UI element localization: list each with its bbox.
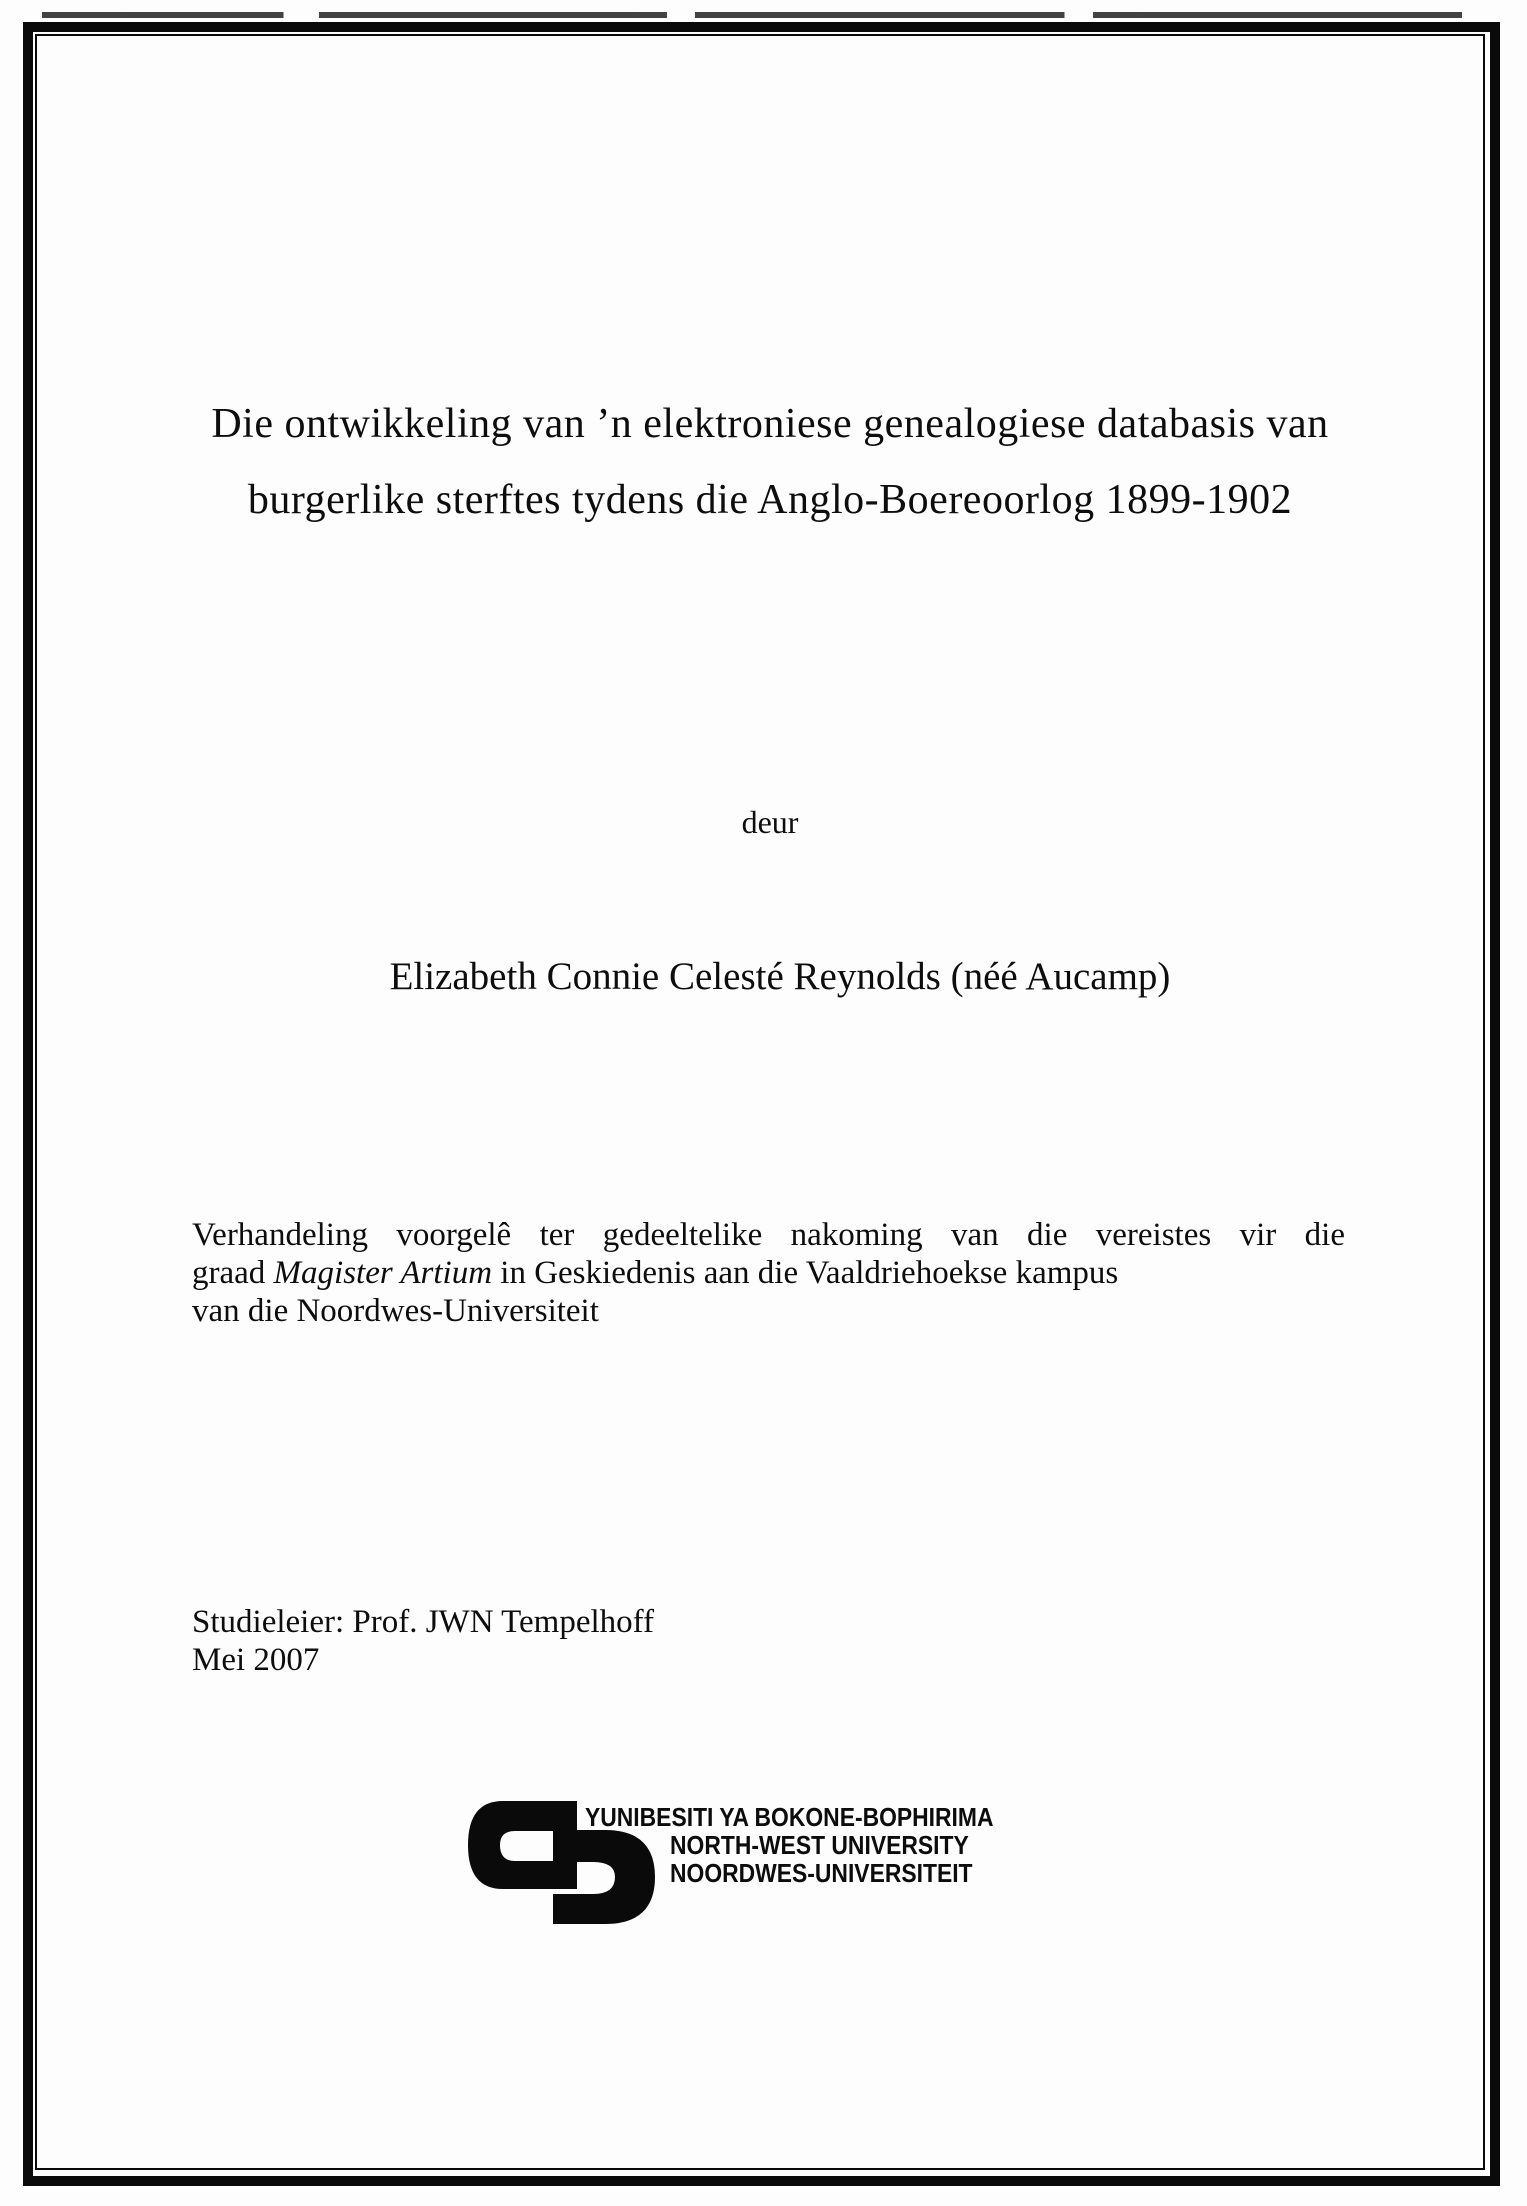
degree-statement-line2-prefix: graad: [192, 1255, 274, 1291]
degree-statement-line2: [192, 1254, 1345, 1292]
supervisor-and-date: [192, 1603, 1092, 1679]
thesis-title: [195, 386, 1345, 538]
degree-statement-line2-suffix: in Geskiedenis aan die Vaaldriehoekse kampus: [492, 1255, 1119, 1291]
university-logo: [455, 1799, 1155, 1939]
logo-line-afrikaans: [670, 1859, 1049, 1887]
supervisor-line: Studieleier: Prof. JWN Tempelhoff: [192, 1604, 655, 1640]
degree-statement-line1: Verhandeling voorgelê ter gedeeltelike nakoming van die vereistes vir die: [192, 1217, 1345, 1253]
university-logo-text: [585, 1803, 1049, 1887]
degree-statement: [192, 1216, 1345, 1330]
logo-line-afrikaans-text: NOORDWES-UNIVERSITEIT: [670, 1858, 973, 1888]
degree-statement-line3: van die Noordwes-Universiteit: [192, 1293, 599, 1329]
degree-name-italic: Magister Artium: [273, 1255, 493, 1291]
thesis-title-line2: burgerlike sterftes tydens die Anglo-Boereoorlog 1899-1902: [247, 477, 1293, 523]
date-line: Mei 2007: [192, 1642, 320, 1678]
thesis-title-line1: Die ontwikkeling van ’n elektroniese genealogiese databasis van: [211, 401, 1329, 447]
logo-line-english-text: NORTH-WEST UNIVERSITY: [670, 1830, 969, 1860]
author-name: Elizabeth Connie Celesté Reynolds (néé Aucamp): [389, 955, 1171, 998]
byline-label: deur: [741, 804, 799, 840]
scan-artifact-strip: [42, 12, 1462, 18]
logo-line-setswana: [585, 1803, 1049, 1831]
logo-line-english: [670, 1831, 1049, 1859]
logo-line-setswana-text: YUNIBESITI YA BOKONE-BOPHIRIMA: [585, 1802, 994, 1832]
